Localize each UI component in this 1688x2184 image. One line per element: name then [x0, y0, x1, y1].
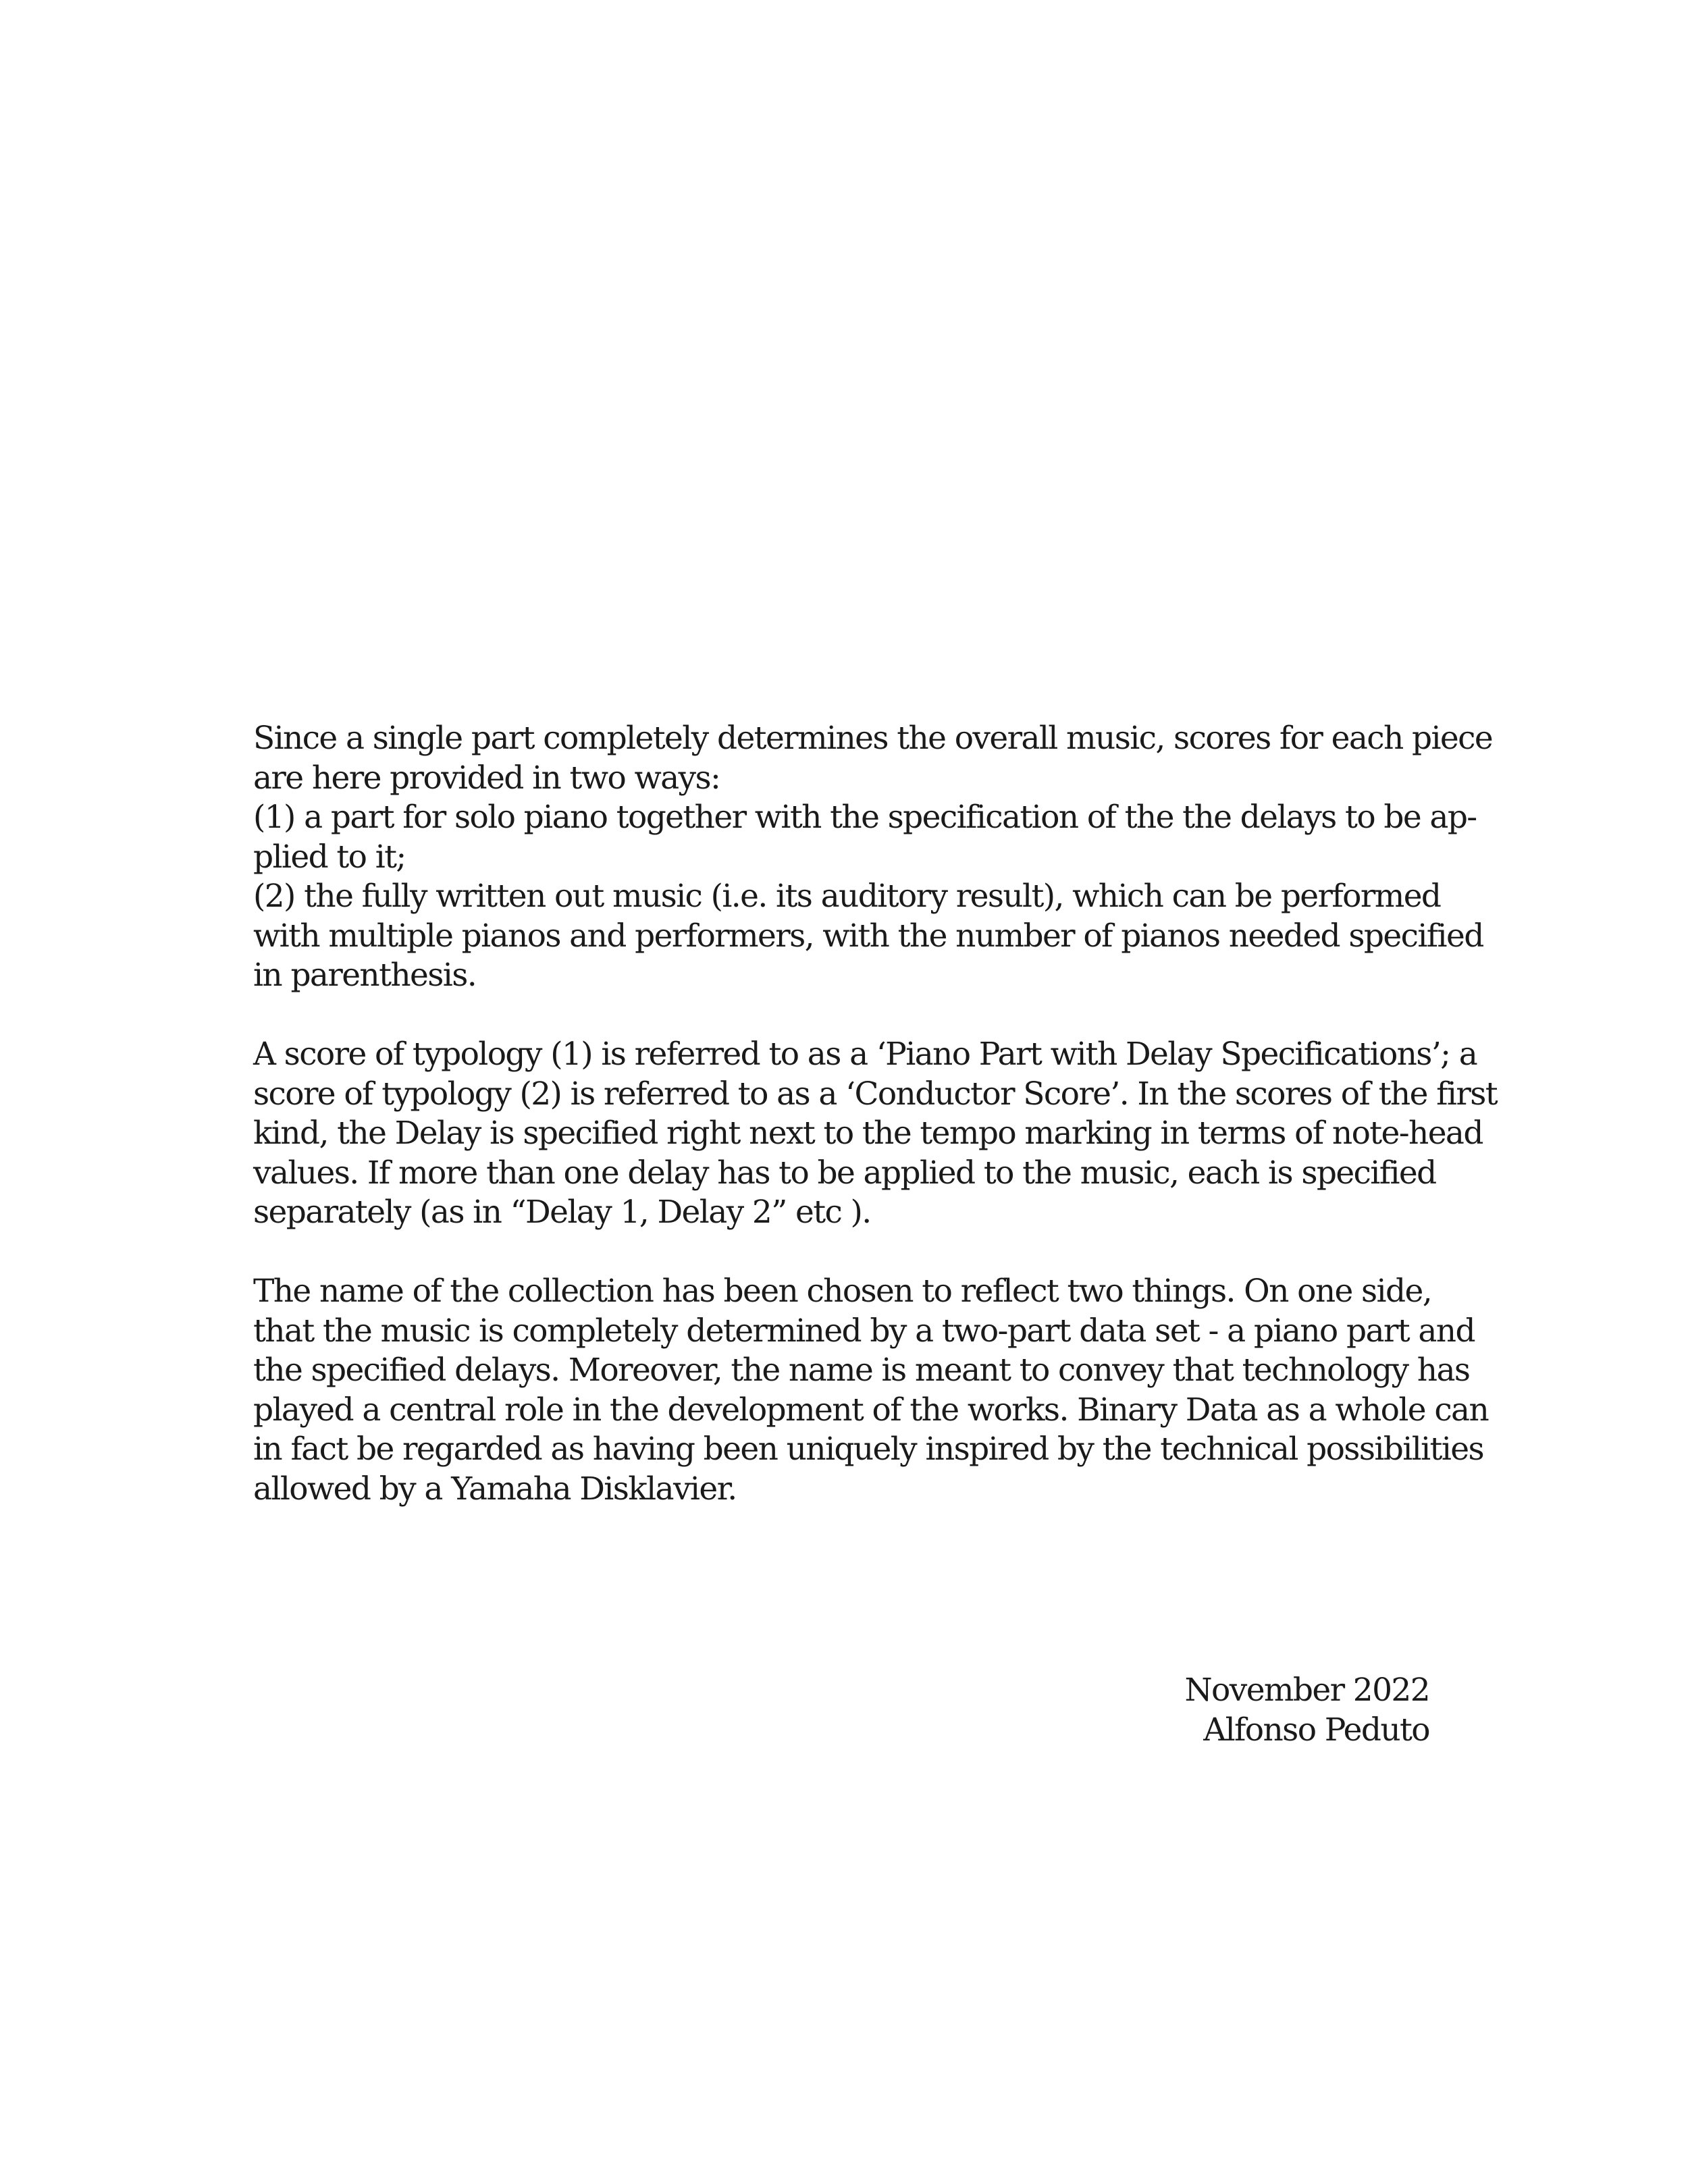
- paragraph-score-formats: [253, 719, 1493, 996]
- text-line: separately (as in “Delay 1, Delay 2” etc ).: [253, 1194, 871, 1231]
- text-line: allowed by a Yamaha Disklavier.: [253, 1470, 737, 1508]
- text-line: played a central role in the development of the works. Binary Data as a whole can: [253, 1391, 1489, 1429]
- text-line: that the music is completely determined by a two-part data set - a piano part and: [253, 1312, 1475, 1350]
- paragraph-score-typology: [253, 1035, 1498, 1233]
- signature-date: November 2022: [1184, 1672, 1429, 1709]
- text-line: score of typology (2) is referred to as a ‘Conductor Score’. In the scores of the first: [253, 1075, 1498, 1113]
- text-line: Since a single part completely determines the overall music, scores for each piece: [253, 720, 1493, 757]
- body-text: [253, 719, 1498, 1549]
- text-line: A score of typology (1) is referred to as a ‘Piano Part with Delay Specifications’; a: [253, 1036, 1477, 1073]
- text-line: The name of the collection has been chosen to reflect two things. On one side,: [253, 1273, 1432, 1310]
- text-line: in fact be regarded as having been uniquely inspired by the technical possibilities: [253, 1431, 1484, 1468]
- text-line: are here provided in two ways:: [253, 759, 720, 797]
- paragraph-collection-name: [253, 1272, 1489, 1509]
- text-line: (1) a part for solo piano together with the specification of the the delays to be ap-: [253, 799, 1477, 836]
- signature-block: [253, 1671, 1429, 1750]
- text-line: (2) the fully written out music (i.e. its auditory result), which can be performed: [253, 878, 1441, 915]
- text-line: with multiple pianos and performers, with the number of pianos needed specified: [253, 917, 1483, 955]
- text-line: plied to it;: [253, 838, 406, 876]
- signature-author: Alfonso Peduto: [1203, 1711, 1429, 1749]
- text-line: the specified delays. Moreover, the name is meant to convey that technology has: [253, 1352, 1470, 1389]
- text-line: values. If more than one delay has to be applied to the music, each is specified: [253, 1154, 1436, 1192]
- text-line: in parenthesis.: [253, 957, 477, 994]
- text-line: kind, the Delay is specified right next to the tempo marking in terms of note-head: [253, 1115, 1483, 1152]
